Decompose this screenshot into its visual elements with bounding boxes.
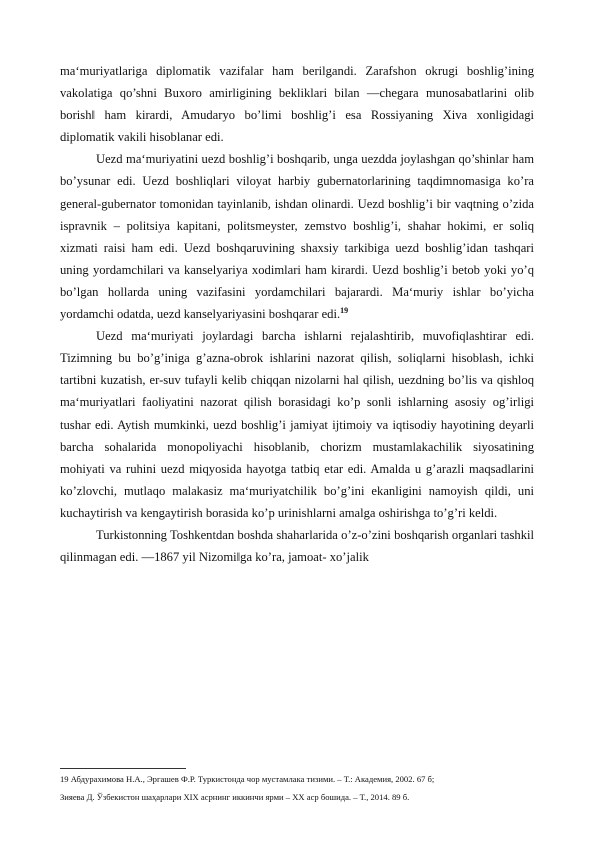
paragraph-2-text: Uezd ma‘muriyatini uezd boshlig’i boshqarib, unga uezdda joylashgan qo’shinlar ham bo’ysunar edi. Uezd boshliqlari viloyat harbiy gubernatorlarining taqdimnomasiga ko’ra general-gubernator tomonidan tayinlanib, ishdan olinardi. Uezd boshlig’i bir vaqtning o’zida ispravnik – politsiya kapitani, politsmeyster, zemstvo boshlig’i, shahar hokimi, er soliq xizmati raisi ham edi. Uezd boshqaruvining shaxsiy tarkibiga uezd boshlig’idan tashqari uning yordamchilari va kanselyariya xodimlari ham kirardi. Uezd boshlig’i betob yoki yo’q bo’lgan hollarda uning vazifasini yordamchilari bajarardi. Ma‘muriy ishlar bo’yicha yordamchi odatda, uezd kanselyariyasini boshqarar edi.: [60, 152, 534, 322]
footnote-reference[interactable]: 19: [340, 305, 349, 315]
footnote-line-1: 19 Абдурахимова Н.А., Эргашев Ф.Р. Туркистонда чор мустамлака тизими. – Т.: Академия, 2002. 67 б;: [60, 774, 435, 784]
paragraph-2: [60, 148, 534, 325]
body-text: [60, 60, 534, 568]
footnotes: [60, 770, 534, 806]
paragraph-1: ma‘muriyatlariga diplomatik vazifalar ham berilgandi. Zarafshon okrugi boshlig’ining vakolatiga qo’shni Buxoro amirligining bekliklari bilan ―chegara munosabatlarini olib borish‖ ham kirardi, Amudaryo bo’limi boshlig’i esa Rossiyaning Xiva xonligidagi diplomatik vakili hisoblanar edi.: [60, 64, 534, 145]
footnote-separator: [60, 768, 186, 769]
paragraph-3: Uezd ma‘muriyati joylardagi barcha ishlarni rejalashtirib, muvofiqlashtirar edi. Tizimning bu bo’g’iniga g’azna-obrok ishlarini nazorat qilish, soliqlarni hisoblash, ichki tartibni kuzatish, er-suv tufayli kelib chiqqan nizolarni hal qilish, uezdning bo’lis va qishloq ma‘muriyatlari faoliyatini nazorat qilish borasidagi ko’p sonli ishlarning asosiy og’irligi tushar edi. Aytish mumkinki, uezd boshlig’i jamiyat ijtimoiy va iqtisodiy hayotining deyarli barcha sohalarida monopoliyachi hisoblanib, chorizm mustamlakachilik siyosatining mohiyati va ruhini uezd miqyosida hayotga tatbiq etar edi. Amalda u g’arazli maqsadlarini ko’zlovchi, mutlaqo malakasiz ma‘muriyatchilik bo’g’ini ekanligini namoyish qildi, uni kuchaytirish va kengaytirish borasida ko’p urinishlarni amalga oshirishga to’g’ri keldi.: [60, 329, 534, 520]
paragraph-4: Turkistonning Toshkentdan boshda shaharlarida o’z-o’zini boshqarish organlari tashkil qilinmagan edi. ―1867 yil Nizomi‖ga ko’ra, jamoat- xo’jalik: [60, 527, 534, 565]
footnote-line-2: Зияева Д. Ўзбекистон шаҳарлари XIX асрнинг иккинчи ярми – XX аср бошида. – Т., 2014. 89 б.: [60, 792, 410, 802]
